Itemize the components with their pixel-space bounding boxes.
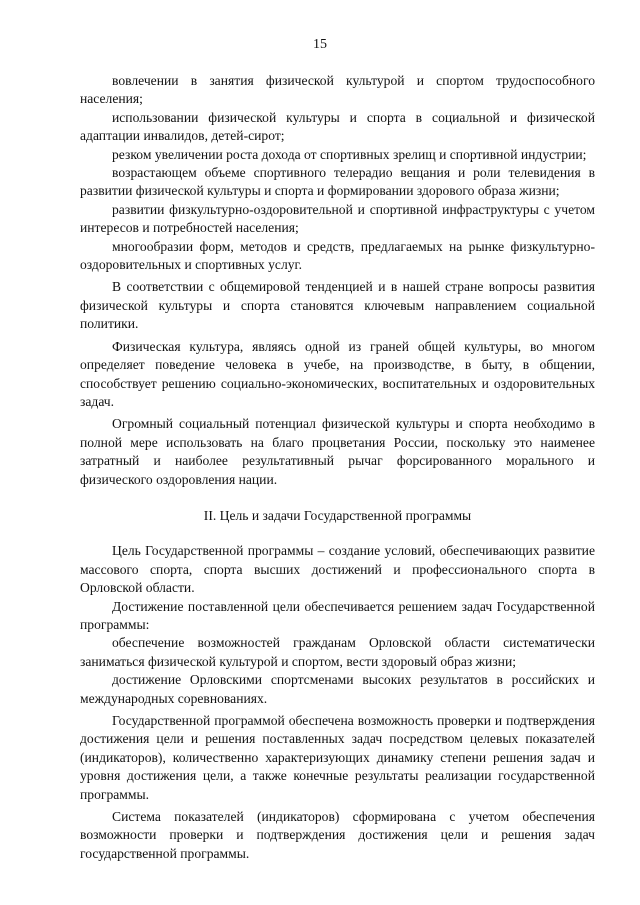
document-body (80, 72, 595, 863)
paragraph: Физическая культура, являясь одной из граней общей культуры, во многом определяет поведение человека в учебе, на производстве, в быту, в общении, способствует решению социально-экономических, воспитательных и оздоровительных задач. (80, 338, 595, 409)
section-heading: II. Цель и задачи Государственной программы (203, 507, 472, 523)
paragraph: использовании физической культуры и спорта в социальной и физической адаптации инвалидов, детей-сирот; (80, 109, 595, 144)
paragraph: многообразии форм, методов и средств, предлагаемых на рынке физкультурно-оздоровительных и спортивных услуг. (80, 238, 595, 273)
page-number: 15 (313, 37, 327, 52)
paragraph: Государственной программой обеспечена возможность проверки и подтверждения достижения цели и решения поставленных задач посредством целевых показателей (индикаторов), количественно характеризующих динамику степени решения задач и уровня достижения цели, а также конечные результаты реализации государственной программы. (80, 713, 595, 802)
paragraph: Цель Государственной программы – создание условий, обеспечивающих развитие массового спорта, спорта высших достижений и профессионального спорта в Орловской области. (80, 543, 595, 596)
paragraph: вовлечении в занятия физической культурой и спортом трудоспособного населения; (80, 73, 595, 107)
paragraph: развитии физкультурно-оздоровительной и спортивной инфраструктуры с учетом интересов и потребностей населения; (80, 201, 595, 236)
paragraph: возрастающем объеме спортивного телерадио вещания и роли телевидения в развитии физической культуры и спорта и формировании здорового образа жизни; (80, 165, 595, 199)
paragraph: резком увеличении роста дохода от спортивных зрелищ и спортивной индустрии; (112, 146, 587, 162)
paragraph: Достижение поставленной цели обеспечивается решением задач Государственной программы: (80, 598, 595, 632)
paragraph: Огромный социальный потенциал физической культуры и спорта необходимо в полной мере использовать на благо процветания России, поскольку это наименее затратный и наиболее результативный рычаг форсированного морального и физического оздоровления нации. (80, 416, 595, 487)
paragraph: В соответствии с общемировой тенденцией и в нашей стране вопросы развития физической культуры и спорта становятся ключевым направлением социальной политики. (80, 279, 595, 332)
paragraph: обеспечение возможностей гражданам Орловской области систематически заниматься физической культурой и спортом, вести здоровый образ жизни; (80, 635, 595, 669)
paragraph: Система показателей (индикаторов) сформирована с учетом обеспечения возможности проверки и подтверждения достижения цели и решения задач государственной программы. (80, 809, 595, 861)
paragraph: достижение Орловскими спортсменами высоких результатов в российских и международных соревнованиях. (80, 672, 595, 706)
